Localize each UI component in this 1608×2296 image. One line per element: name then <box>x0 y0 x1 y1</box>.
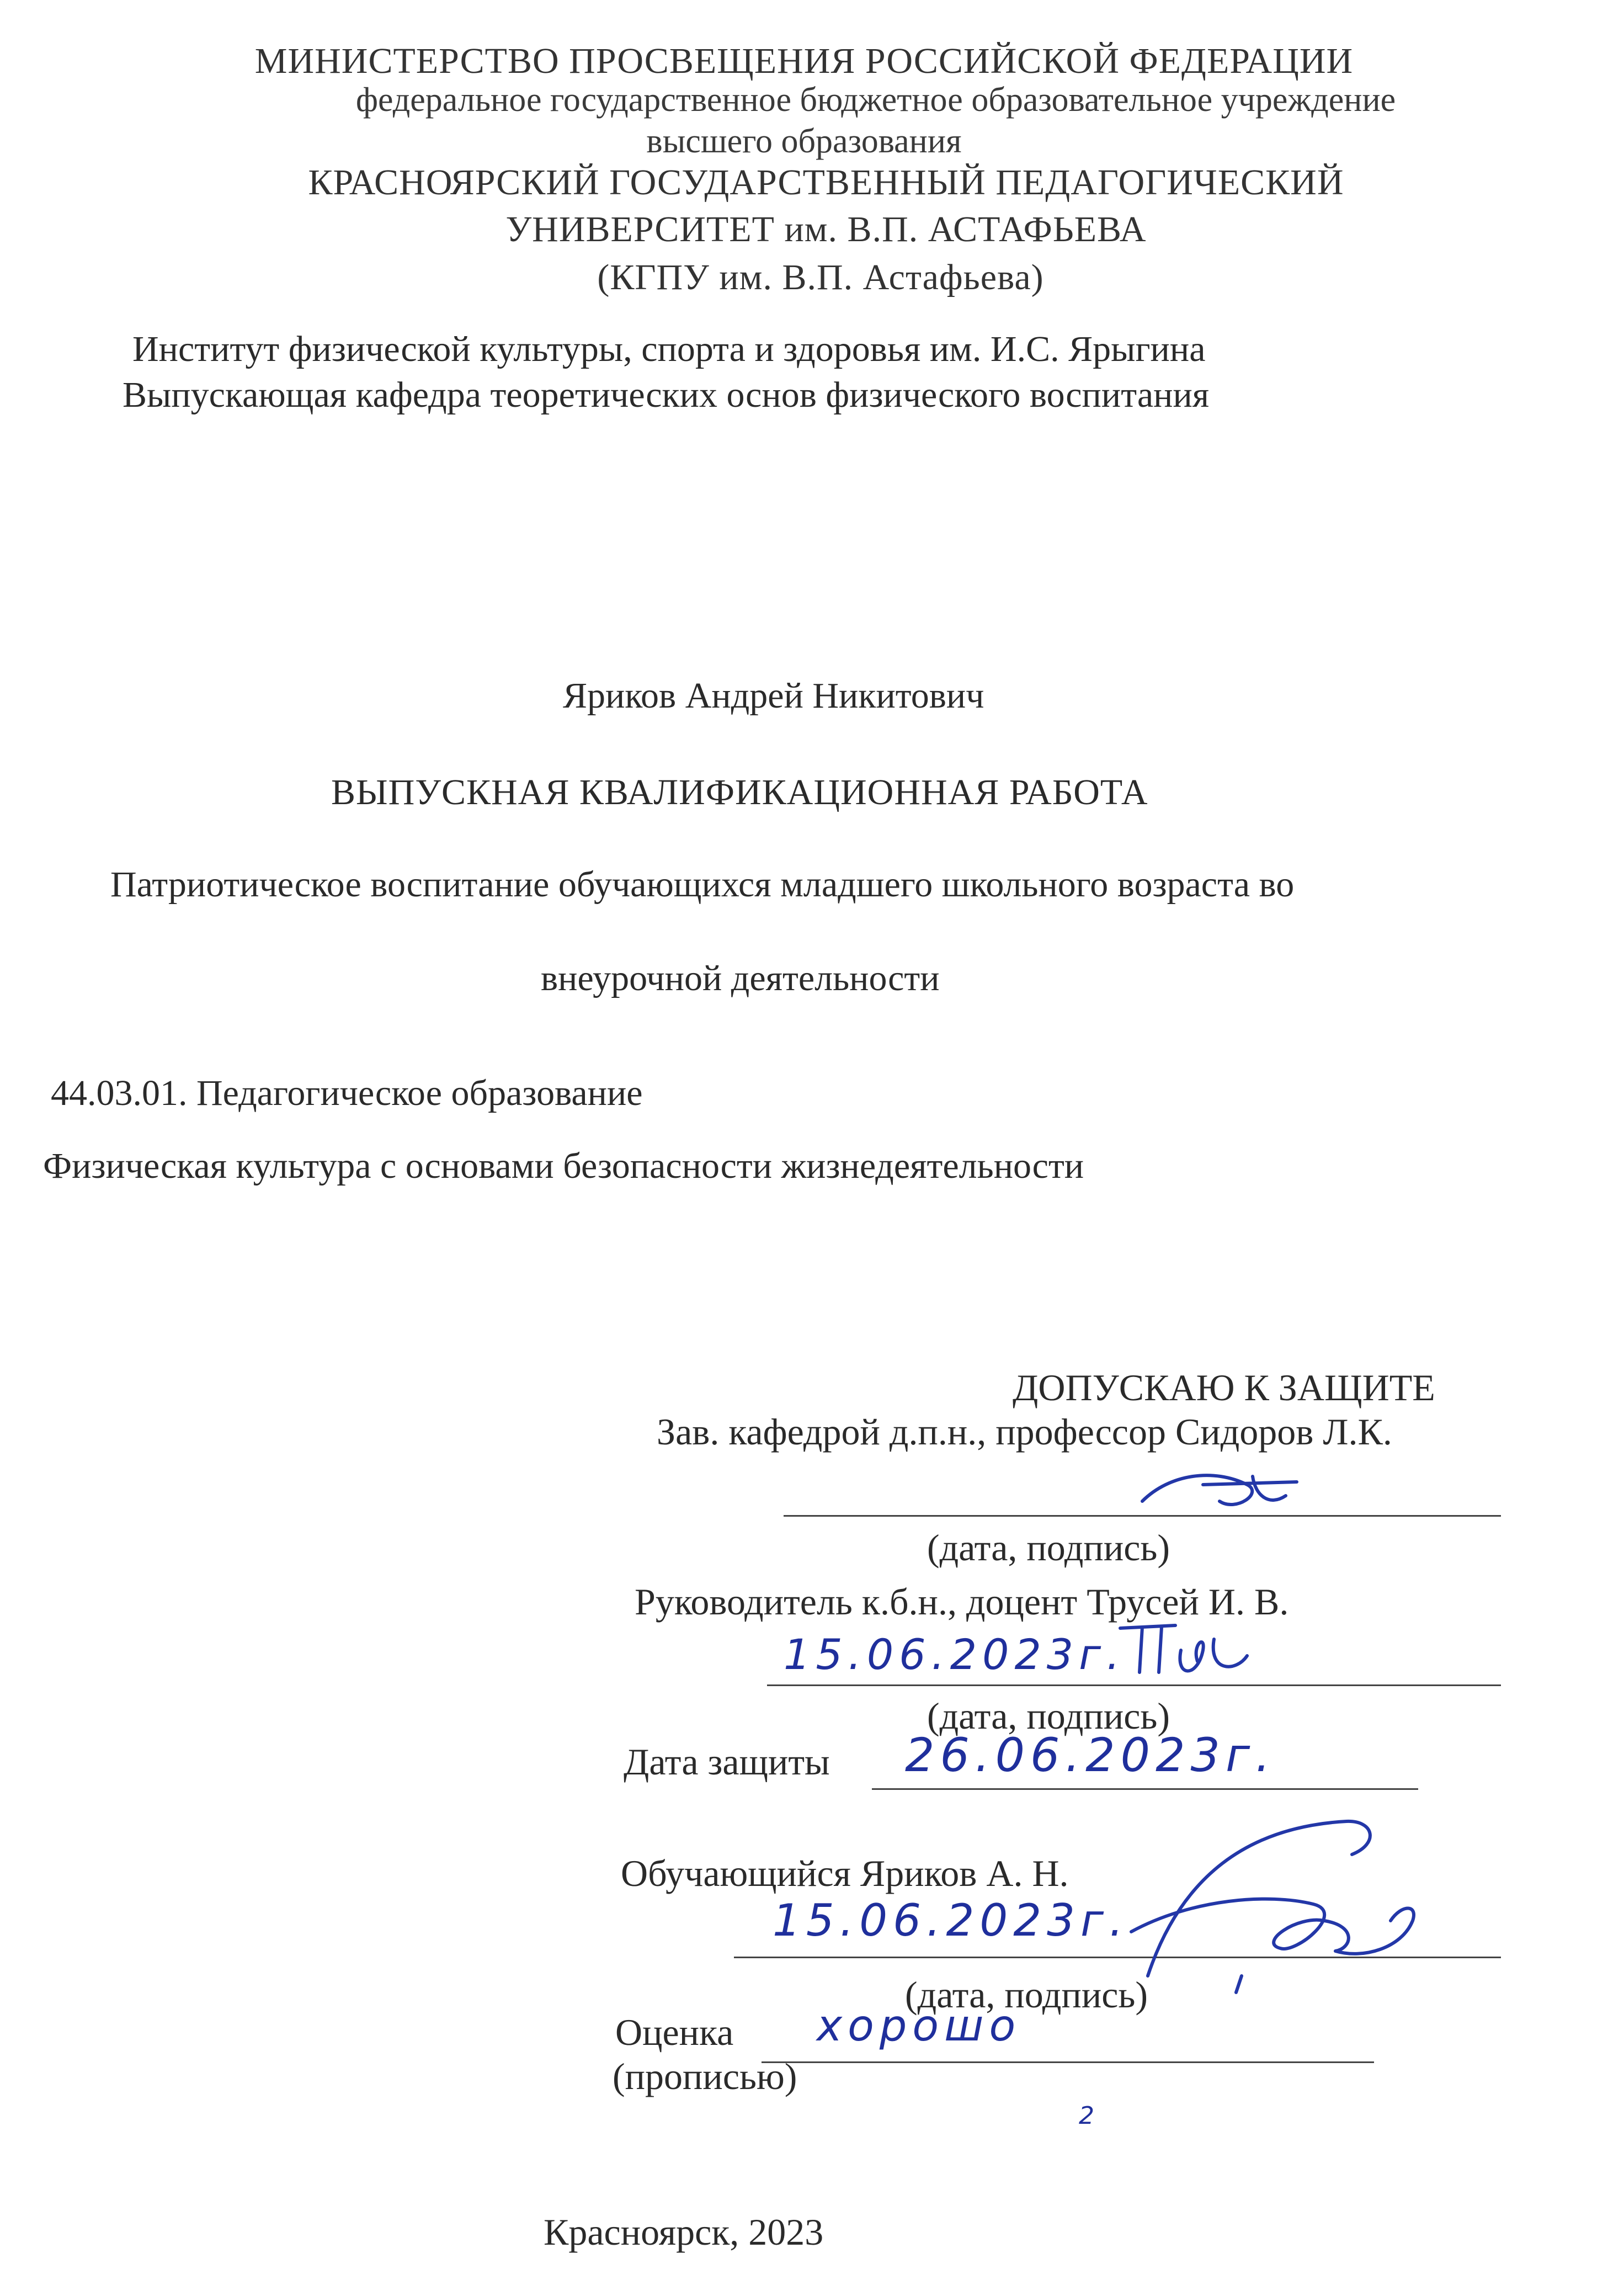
grade-label: Оценка <box>615 2011 734 2053</box>
institute-name: Институт физической культуры, спорта и здоровья им. И.С. Ярыгина <box>132 329 1206 369</box>
university-name-line-2: УНИВЕРСИТЕТ им. В.П. АСТАФЬЕВА <box>505 209 1147 249</box>
topic-line-2: внеурочной деятельности <box>541 958 940 998</box>
approval-heading: ДОПУСКАЮ К ЗАЩИТЕ <box>1013 1367 1435 1409</box>
work-type: ВЫПУСКНАЯ КВАЛИФИКАЦИОННАЯ РАБОТА <box>331 772 1148 812</box>
city-year: Красноярск, 2023 <box>544 2211 824 2253</box>
grade-line <box>762 2061 1374 2063</box>
program-profile: Физическая культура с основами безопасности жизнедеятельности <box>43 1146 1084 1186</box>
institution-type-line-2: высшего образования <box>646 123 962 160</box>
university-name-line-1: КРАСНОЯРСКИЙ ГОСУДАРСТВЕННЫЙ ПЕДАГОГИЧЕСКИЙ <box>308 162 1344 203</box>
date-signature-caption-1: (дата, подпись) <box>927 1527 1170 1569</box>
defense-date-label: Дата защиты <box>624 1741 830 1783</box>
student-signature <box>1115 1810 1424 2009</box>
date-signature-caption-2: (дата, подпись) <box>927 1695 1170 1737</box>
page-mark-handwritten: 2 <box>1079 2102 1100 2130</box>
defense-date-line <box>872 1788 1418 1790</box>
head-of-department: Зав. кафедрой д.п.н., профессор Сидоров Л.К. <box>657 1411 1392 1453</box>
institution-type-line-1: федеральное государственное бюджетное образовательное учреждение <box>355 81 1396 119</box>
grade-handwritten: хорошо <box>817 2001 1021 2051</box>
department-name: Выпускающая кафедра теоретических основ физического воспитания <box>123 375 1210 415</box>
supervisor-date-handwritten: 15.06.2023г. <box>784 1630 1126 1679</box>
student-date-handwritten: 15.06.2023г. <box>773 1895 1129 1946</box>
student: Обучающийся Яриков А. Н. <box>621 1852 1069 1894</box>
supervisor-signature-line <box>767 1684 1501 1686</box>
ministry-name: МИНИСТЕРСТВО ПРОСВЕЩЕНИЯ РОССИЙСКОЙ ФЕДЕРАЦИИ <box>254 41 1354 81</box>
university-short-name: (КГПУ им. В.П. Астафьева) <box>597 257 1044 297</box>
program-code: 44.03.01. Педагогическое образование <box>51 1073 643 1113</box>
supervisor: Руководитель к.б.н., доцент Трусей И. В. <box>635 1581 1289 1623</box>
supervisor-signature <box>1109 1617 1253 1683</box>
date-signature-caption-3: (дата, подпись) <box>905 1974 1148 2016</box>
author-name: Яриков Андрей Никитович <box>563 676 984 716</box>
defense-date-handwritten: 26.06.2023г. <box>905 1728 1276 1782</box>
topic-line-1: Патриотическое воспитание обучающихся младшего школьного возраста во <box>110 864 1295 905</box>
grade-note: (прописью) <box>613 2055 797 2097</box>
head-signature <box>1137 1463 1302 1523</box>
